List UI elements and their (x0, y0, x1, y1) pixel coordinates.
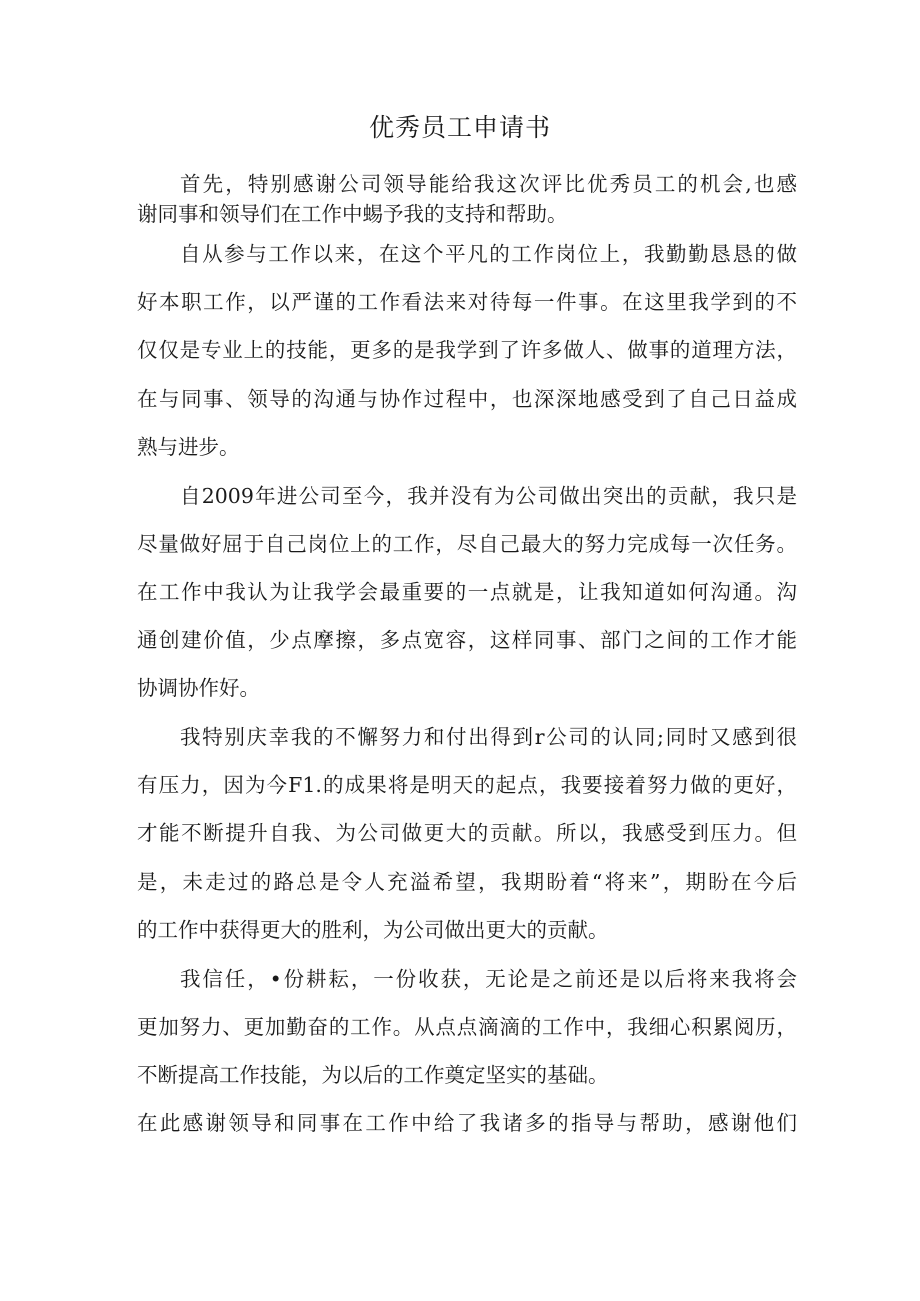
paragraph-2-line-3: 仅仅是专业上的技能，更多的是我学到了许多做人、做事的道理方法， (137, 338, 797, 362)
paragraph-1-line-2: 谢同事和领导们在工作中蜴予我的支持和帮助。 (137, 202, 568, 226)
paragraph-2-line-5: 熟与进步。 (137, 435, 240, 459)
paragraph-3-line-3: 在工作中我认为让我学会最重要的一点就是，让我知道如何沟通。沟 (137, 580, 797, 604)
paragraph-3-line-5: 协调协作好。 (137, 676, 260, 700)
paragraph-4-line-3: 才能不断提升自我、为公司做更大的贡献。所以，我感受到压力。但 (137, 821, 797, 845)
paragraph-2-line-1: 自从参与工作以来，在这个平凡的工作岗位上，我勤勤恳恳的做 (180, 242, 797, 266)
paragraph-2-line-2: 好本职工作，以严谨的工作看法来对待每一件事。在这里我学到的不 (137, 290, 797, 314)
paragraph-3-line-2: 尽量做好屈于自己岗位上的工作，尽自己最大的努力完成每一次任务。 (137, 532, 797, 556)
paragraph-5-line-2: 更加努力、更加勤奋的工作。从点点滴滴的工作中，我细心积累阅历， (137, 1015, 797, 1039)
paragraph-3-line-1: 自2009年进公司至今，我并没有为公司做出突出的贡献，我只是 (180, 484, 797, 508)
paragraph-6-line-1: 在此感谢领导和同事在工作中给了我诸多的指导与帮助，感谢他们 (137, 1111, 797, 1135)
paragraph-3-line-4: 通创建价值，少点摩擦，多点宽容，这样同事、部门之间的工作才能 (137, 628, 797, 652)
paragraph-4-line-1: 我特别庆幸我的不懈努力和付出得到r公司的认同;同时又感到很 (180, 725, 797, 749)
paragraph-4-line-4: 是，未走过的路总是令人充溢希望，我期盼着“将来”，期盼在今后 (137, 870, 797, 894)
paragraph-4-line-2: 有压力，因为今F1.的成果将是明天的起点，我要接着努力做的更好， (137, 773, 797, 797)
paragraph-2-line-4: 在与同事、领导的沟通与协作过程中，也深深地感受到了自己日益成 (137, 387, 797, 411)
paragraph-1-line-1: 首先，特别感谢公司领导能给我这次评比优秀员工的机会,也感 (180, 172, 797, 196)
paragraph-5-line-1: 我信任，•份耕耘，一份收获，无论是之前还是以后将来我将会 (180, 967, 797, 991)
paragraph-5-line-3: 不断提高工作技能，为以后的工作奠定坚实的基础。 (137, 1063, 609, 1087)
paragraph-4-line-5: 的工作中获得更大的胜利，为公司做出更大的贡献。 (137, 918, 609, 942)
document-title: 优秀员工申请书 (368, 113, 551, 142)
